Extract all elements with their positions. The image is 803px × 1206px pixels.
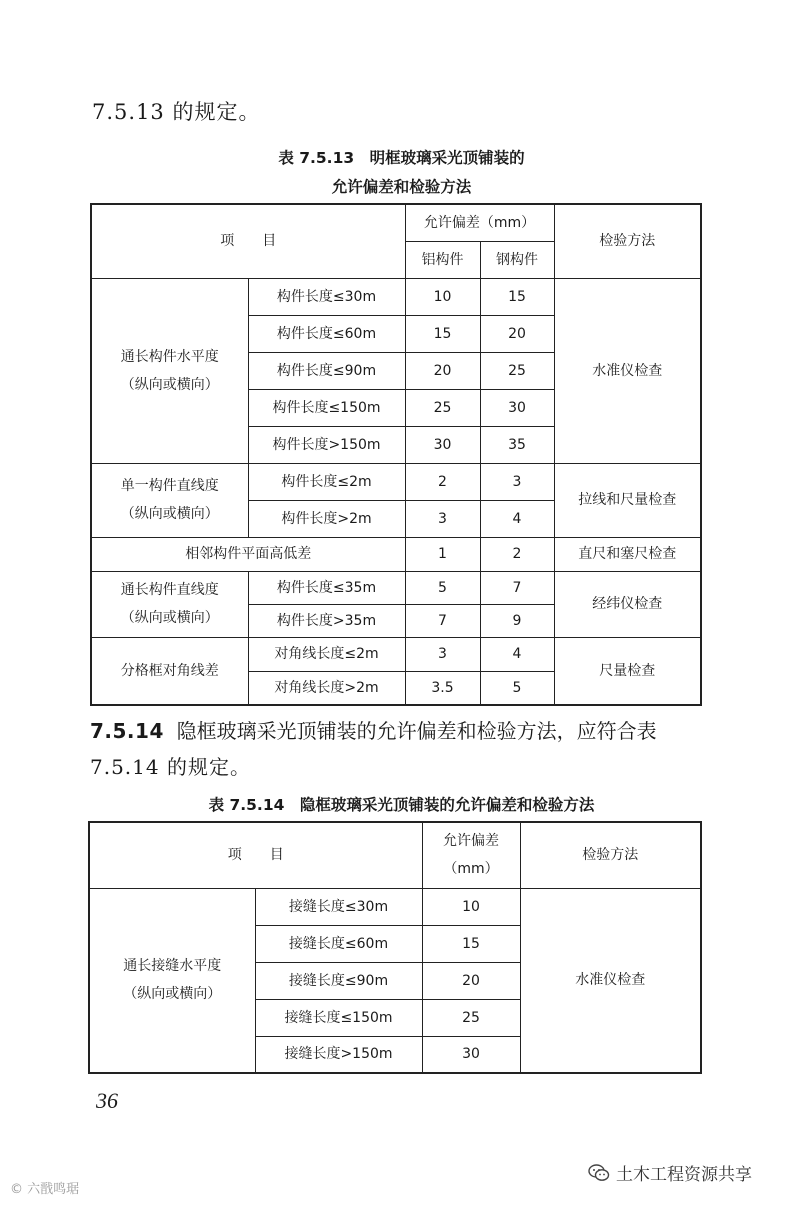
wechat-icon: [588, 1163, 610, 1183]
method-cell: 经纬仪检查: [554, 571, 701, 637]
section-text-line1: 隐框玻璃采光顶铺装的允许偏差和检验方法，应符合表: [176, 719, 657, 743]
header-item: 项 目: [89, 822, 422, 888]
aluminum-cell: 3: [405, 637, 480, 671]
table2-caption: 表 7.5.14 隐框玻璃采光顶铺装的允许偏差和检验方法: [208, 796, 595, 814]
table-row: [91, 571, 701, 604]
section-7-5-14: [90, 713, 715, 785]
aluminum-cell: 30: [405, 426, 480, 463]
watermark-left: [10, 1178, 79, 1197]
section-text-line2: 7.5.14 的规定。: [90, 755, 251, 779]
item-cell: [91, 463, 248, 537]
watermark-right-text: 土木工程资源共享: [616, 1165, 752, 1185]
header-tolerance: [422, 822, 520, 888]
method-cell: 水准仪检查: [554, 278, 701, 463]
header-tolerance-line: （mm）: [443, 861, 499, 878]
tolerance-cell: 15: [422, 925, 520, 962]
section-number: 7.5.14: [90, 719, 164, 743]
intro-line: 7.5.13 的规定。: [92, 100, 261, 124]
aluminum-cell: 2: [405, 463, 480, 500]
steel-cell: 30: [480, 389, 554, 426]
aluminum-cell: 3: [405, 500, 480, 537]
header-item: 项 目: [91, 204, 405, 278]
aluminum-cell: 10: [405, 278, 480, 315]
aluminum-cell: 25: [405, 389, 480, 426]
item-line: （纵向或横向）: [123, 986, 222, 1003]
condition-cell: 接缝长度>150m: [255, 1036, 422, 1073]
page-number: 36: [96, 1088, 118, 1113]
condition-cell: 构件长度≤30m: [248, 278, 405, 315]
watermark-logo-icon: ©: [10, 1182, 23, 1197]
steel-cell: 35: [480, 426, 554, 463]
steel-cell: 4: [480, 637, 554, 671]
table-row: [91, 537, 701, 571]
item-line: （纵向或横向）: [120, 610, 219, 626]
condition-cell: 构件长度>2m: [248, 500, 405, 537]
method-cell: 直尺和塞尺检查: [554, 537, 701, 571]
table-row: [91, 278, 701, 315]
steel-cell: 3: [480, 463, 554, 500]
condition-cell: 构件长度>150m: [248, 426, 405, 463]
steel-cell: 5: [480, 671, 554, 705]
condition-cell: 构件长度≤90m: [248, 352, 405, 389]
item-cell: 分格框对角线差: [91, 637, 248, 705]
steel-cell: 7: [480, 571, 554, 604]
condition-cell: 接缝长度≤60m: [255, 925, 422, 962]
table-row: [89, 888, 701, 925]
header-method: 检验方法: [554, 204, 701, 278]
condition-cell: 接缝长度≤90m: [255, 962, 422, 999]
condition-cell: 对角线长度≤2m: [248, 637, 405, 671]
tolerance-cell: 20: [422, 962, 520, 999]
table-7-5-13: [90, 203, 702, 706]
item-line: （纵向或横向）: [120, 506, 219, 522]
table1-caption-line2: 允许偏差和检验方法: [331, 178, 472, 196]
item-cell: 相邻构件平面高低差: [91, 537, 405, 571]
condition-cell: 对角线长度>2m: [248, 671, 405, 705]
tolerance-cell: 25: [422, 999, 520, 1036]
steel-cell: 15: [480, 278, 554, 315]
condition-cell: 构件长度≤35m: [248, 571, 405, 604]
aluminum-cell: 20: [405, 352, 480, 389]
condition-cell: 接缝长度≤150m: [255, 999, 422, 1036]
steel-cell: 4: [480, 500, 554, 537]
item-line: 通长接缝水平度: [123, 958, 222, 975]
aluminum-cell: 15: [405, 315, 480, 352]
header-tolerance-line: 允许偏差: [443, 833, 499, 850]
steel-cell: 25: [480, 352, 554, 389]
item-line: 单一构件直线度: [120, 478, 219, 494]
item-cell: [91, 278, 248, 463]
steel-cell: 2: [480, 537, 554, 571]
method-cell: 水准仪检查: [520, 888, 701, 1073]
condition-cell: 接缝长度≤30m: [255, 888, 422, 925]
steel-cell: 20: [480, 315, 554, 352]
aluminum-cell: 3.5: [405, 671, 480, 705]
header-steel: 钢构件: [480, 241, 554, 278]
item-cell: [91, 571, 248, 637]
aluminum-cell: 1: [405, 537, 480, 571]
table1-caption-line1: 表 7.5.13 明框玻璃采光顶铺装的: [278, 149, 525, 167]
tolerance-cell: 10: [422, 888, 520, 925]
item-line: 通长构件水平度: [120, 348, 219, 365]
condition-cell: 构件长度>35m: [248, 604, 405, 637]
header-tolerance: 允许偏差（mm）: [405, 204, 554, 241]
header-method: 检验方法: [520, 822, 701, 888]
table-7-5-14: [88, 821, 702, 1074]
tolerance-cell: 30: [422, 1036, 520, 1073]
steel-cell: 9: [480, 604, 554, 637]
item-line: 通长构件直线度: [120, 582, 219, 598]
watermark-right: [588, 1160, 752, 1185]
method-cell: 拉线和尺量检查: [554, 463, 701, 537]
condition-cell: 构件长度≤2m: [248, 463, 405, 500]
aluminum-cell: 5: [405, 571, 480, 604]
item-cell: [89, 888, 255, 1073]
aluminum-cell: 7: [405, 604, 480, 637]
watermark-left-text: 六戬鸣琚: [27, 1182, 80, 1197]
method-cell: 尺量检查: [554, 637, 701, 705]
header-aluminum: 铝构件: [405, 241, 480, 278]
item-line: （纵向或横向）: [120, 376, 219, 393]
condition-cell: 构件长度≤60m: [248, 315, 405, 352]
table-row: [91, 637, 701, 671]
table-row: [91, 463, 701, 500]
condition-cell: 构件长度≤150m: [248, 389, 405, 426]
